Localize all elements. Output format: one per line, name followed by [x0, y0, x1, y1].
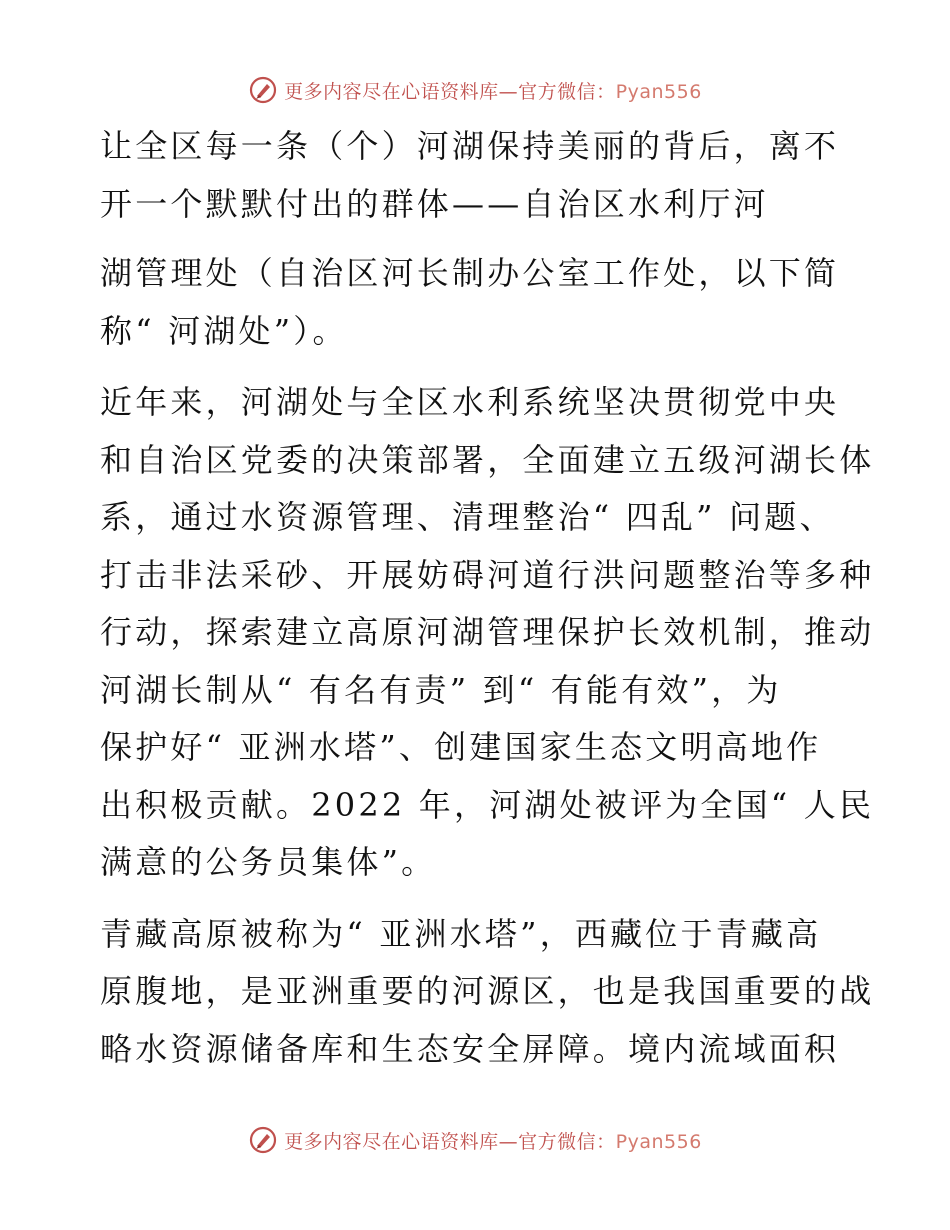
- paragraph-2: [100, 245, 860, 360]
- text-line: 打击非法采砂、开展妨碍河道行洪问题整治等多种: [100, 555, 875, 594]
- paragraph-4: [100, 906, 875, 1079]
- text-line: 略水资源储备库和生态安全屏障。境内流域面积: [100, 1029, 840, 1068]
- watermark-text-en: Pyan556: [615, 80, 702, 103]
- footer-watermark: [0, 1120, 950, 1160]
- text-line: 满意的公务员集体”。: [100, 843, 437, 881]
- document-body: [100, 118, 875, 1078]
- watermark-text: [284, 1127, 702, 1154]
- header-watermark: [0, 70, 950, 110]
- text-line: 让全区每一条（个）河湖保持美丽的背后，离不: [100, 127, 840, 165]
- watermark-text: [284, 77, 702, 104]
- paragraph-3: [100, 374, 875, 892]
- text-line: 青藏高原被称为“ 亚洲水塔”，西藏位于青藏高: [100, 914, 822, 953]
- text-line: 称“ 河湖处”）。: [100, 311, 348, 350]
- text-line: 河湖长制从“ 有名有责” 到“ 有能有效”，为: [100, 670, 782, 709]
- text-line: 保护好“ 亚洲水塔”、创建国家生态文明高地作: [100, 728, 822, 766]
- pen-logo-icon: [248, 75, 278, 105]
- pen-logo-icon: [248, 1125, 278, 1155]
- paragraph-1: [100, 118, 860, 233]
- text-line: 湖管理处（自治区河长制办公室工作处，以下简: [100, 254, 840, 292]
- watermark-text-en: Pyan556: [615, 1130, 702, 1153]
- text-line: 系，通过水资源管理、清理整治“ 四乱” 问题、: [100, 498, 835, 536]
- text-line: 开一个默默付出的群体——自治区水利厅河: [100, 184, 769, 223]
- text-line: 原腹地，是亚洲重要的河源区，也是我国重要的战: [100, 972, 875, 1010]
- text-line: 行动，探索建立高原河湖管理保护长效机制，推动: [100, 613, 875, 651]
- text-line: 和自治区党委的决策部署，全面建立五级河湖长体: [100, 440, 875, 479]
- watermark-text-cn: 更多内容尽在心语资料库—官方微信：: [284, 80, 616, 103]
- watermark-text-cn: 更多内容尽在心语资料库—官方微信：: [284, 1130, 616, 1153]
- text-line: 近年来，河湖处与全区水利系统坚决贯彻党中央: [100, 383, 840, 421]
- text-line: 出积极贡献。2022 年，河湖处被评为全国“ 人民: [100, 785, 875, 824]
